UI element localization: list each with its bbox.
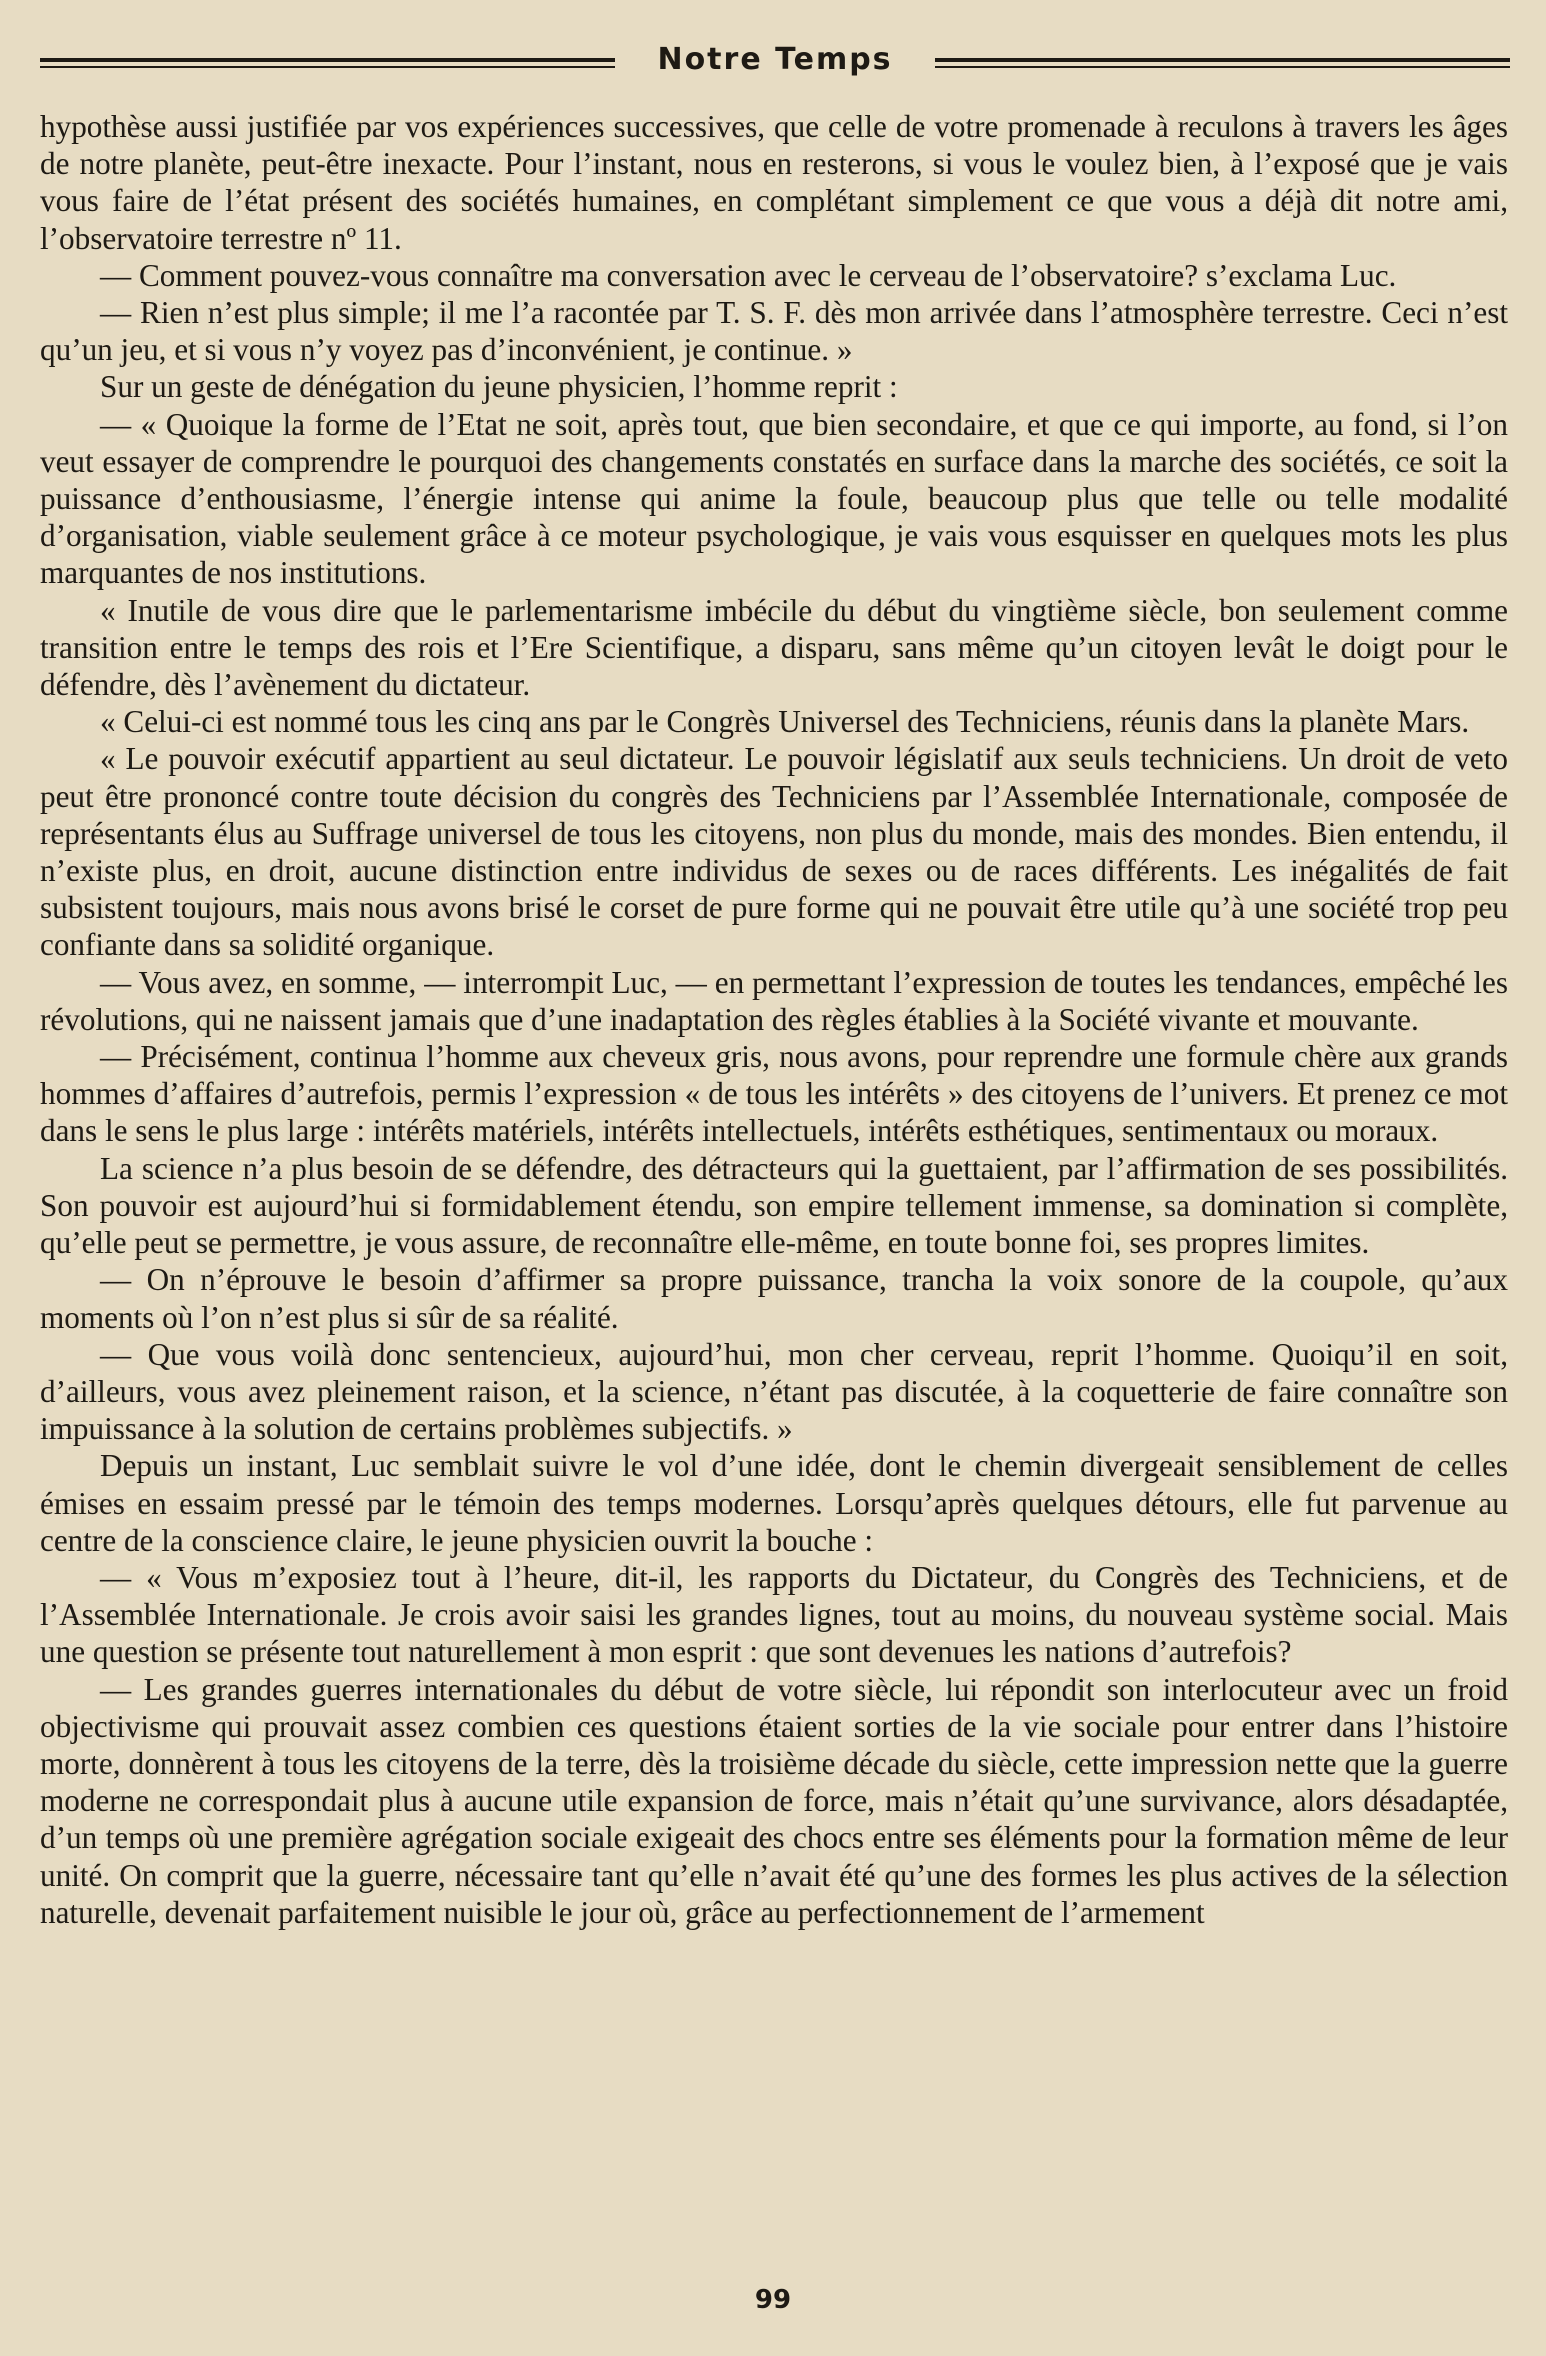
header-rule-left <box>40 58 615 68</box>
paragraph: — Vous avez, en somme, — interrompit Luc, — en permettant l’expression de toutes les tendances, empêché les révolutions, qui ne naissent jamais que d’une inadaptation des règles établies à la Société vivante et mouvante. <box>40 964 1508 1037</box>
paragraph: Depuis un instant, Luc semblait suivre le vol d’une idée, dont le chemin divergeait sensiblement de celles émises en essaim pressé par le témoin des temps modernes. Lorsqu’après quelques détours, elle fut parvenue au centre de la conscience claire, le jeune physicien ouvrit la bouche : <box>40 1448 1508 1558</box>
paragraph: « Inutile de vous dire que le parlementarisme imbécile du début du vingtième siècle, bon seulement comme transition entre le temps des rois et l’Ere Scientifique, a disparu, sans même qu’un citoyen levât le doigt pour le défendre, dès l’avènement du dictateur. <box>40 592 1508 703</box>
article-body <box>40 108 1508 1931</box>
paragraph: — « Quoique la forme de l’Etat ne soit, après tout, que bien secondaire, et que ce qui importe, au fond, si l’on veut essayer de comprendre le pourquoi des changements constatés en surface dans la marche des sociétés, ce soit la puissance d’enthousiasme, l’énergie intense qui anime la foule, beaucoup plus que telle ou telle modalité d’organisation, viable seulement grâce à ce moteur psychologique, je vais vous esquisser en quelques mots les plus marquantes de nos institutions. <box>40 406 1508 591</box>
paragraph: hypothèse aussi justifiée par vos expériences successives, que celle de votre promenade à reculons à travers les âges de notre planète, peut-être inexacte. Pour l’instant, nous en resterons, si vous le voulez bien, à l’exposé que je vais vous faire de l’état présent des sociétés humaines, en complétant simplement ce que vous a déjà dit notre ami, l’observatoire terrestre nº 11. <box>40 109 1508 256</box>
running-header <box>40 38 1510 82</box>
paragraph: « Celui-ci est nommé tous les cinq ans par le Congrès Universel des Techniciens, réunis dans la planète Mars. <box>100 704 1470 740</box>
paragraph: — Que vous voilà donc sentencieux, aujourd’hui, mon cher cerveau, reprit l’homme. Quoiqu’il en soit, d’ailleurs, vous avez pleinement raison, et la science, n’étant pas discutée, à la coquetterie de faire connaître son impuissance à la solution de certains problèmes subjectifs. » <box>40 1336 1508 1447</box>
paragraph: — « Vous m’exposiez tout à l’heure, dit-il, les rapports du Dictateur, du Congrès des Techniciens, et de l’Assemblée Internationale. Je crois avoir saisi les grandes lignes, tout au moins, du nouveau système social. Mais une question se présente tout naturellement à mon esprit : que sont devenues les nations d’autrefois? <box>40 1559 1508 1670</box>
running-title: Notre Temps <box>657 42 893 77</box>
paragraph: « Le pouvoir exécutif appartient au seul dictateur. Le pouvoir législatif aux seuls techniciens. Un droit de veto peut être prononcé contre toute décision du congrès des Techniciens par l’Assemblée Internationale, composée de représentants élus au Suffrage universel de tous les citoyens, non plus du monde, mais des mondes. Bien entendu, il n’existe plus, en droit, aucune distinction entre individus de sexes ou de races différents. Les inégalités de fait subsistent toujours, mais nous avons brisé le corset de pure forme qui ne pouvait être utile qu’à une société trop peu confiante dans sa solidité organique. <box>40 741 1508 963</box>
page-number: 99 <box>754 2285 792 2315</box>
paragraph: — Précisément, continua l’homme aux cheveux gris, nous avons, pour reprendre une formule chère aux grands hommes d’affaires d’autrefois, permis l’expression « de tous les intérêts » des citoyens de l’univers. Et prenez ce mot dans le sens le plus large : intérêts matériels, intérêts intellectuels, intérêts esthétiques, sentimentaux ou moraux. <box>40 1039 1508 1149</box>
paragraph: Sur un geste de dénégation du jeune physicien, l’homme reprit : <box>100 369 898 405</box>
paragraph: — Rien n’est plus simple; il me l’a racontée par T. S. F. dès mon arrivée dans l’atmosphère terrestre. Ceci n’est qu’un jeu, et si vous n’y voyez pas d’inconvénient, je continue. » <box>40 295 1508 368</box>
paragraph: — Les grandes guerres internationales du début de votre siècle, lui répondit son interlocuteur avec un froid objectivisme qui prouvait assez combien ces questions étaient sorties de la vie sociale pour entrer dans l’histoire morte, donnèrent à tous les citoyens de la terre, dès la troisième décade du siècle, cette impression nette que la guerre moderne ne correspondait plus à aucune utile expansion de force, mais n’était qu’une survivance, alors désadaptée, d’un temps où une première agrégation sociale exigeait des chocs entre ses éléments pour la formation même de leur unité. On comprit que la guerre, nécessaire tant qu’elle n’avait été qu’une des formes les plus actives de la sélection naturelle, devenait parfaitement nuisible le jour où, grâce au perfectionnement de l’armement <box>40 1671 1508 1930</box>
paragraph: — Comment pouvez-vous connaître ma conversation avec le cerveau de l’observatoire? s’exclama Luc. <box>100 257 1397 293</box>
header-rule-right <box>935 58 1510 68</box>
paragraph: La science n’a plus besoin de se défendre, des détracteurs qui la guettaient, par l’affirmation de ses possibilités. Son pouvoir est aujourd’hui si formidablement étendu, son empire tellement immense, sa domination si complète, qu’elle peut se permettre, je vous assure, de reconnaître elle-même, en toute bonne foi, ses propres limites. <box>40 1150 1508 1261</box>
paragraph: — On n’éprouve le besoin d’affirmer sa propre puissance, trancha la voix sonore de la coupole, qu’aux moments où l’on n’est plus si sûr de sa réalité. <box>40 1262 1508 1335</box>
